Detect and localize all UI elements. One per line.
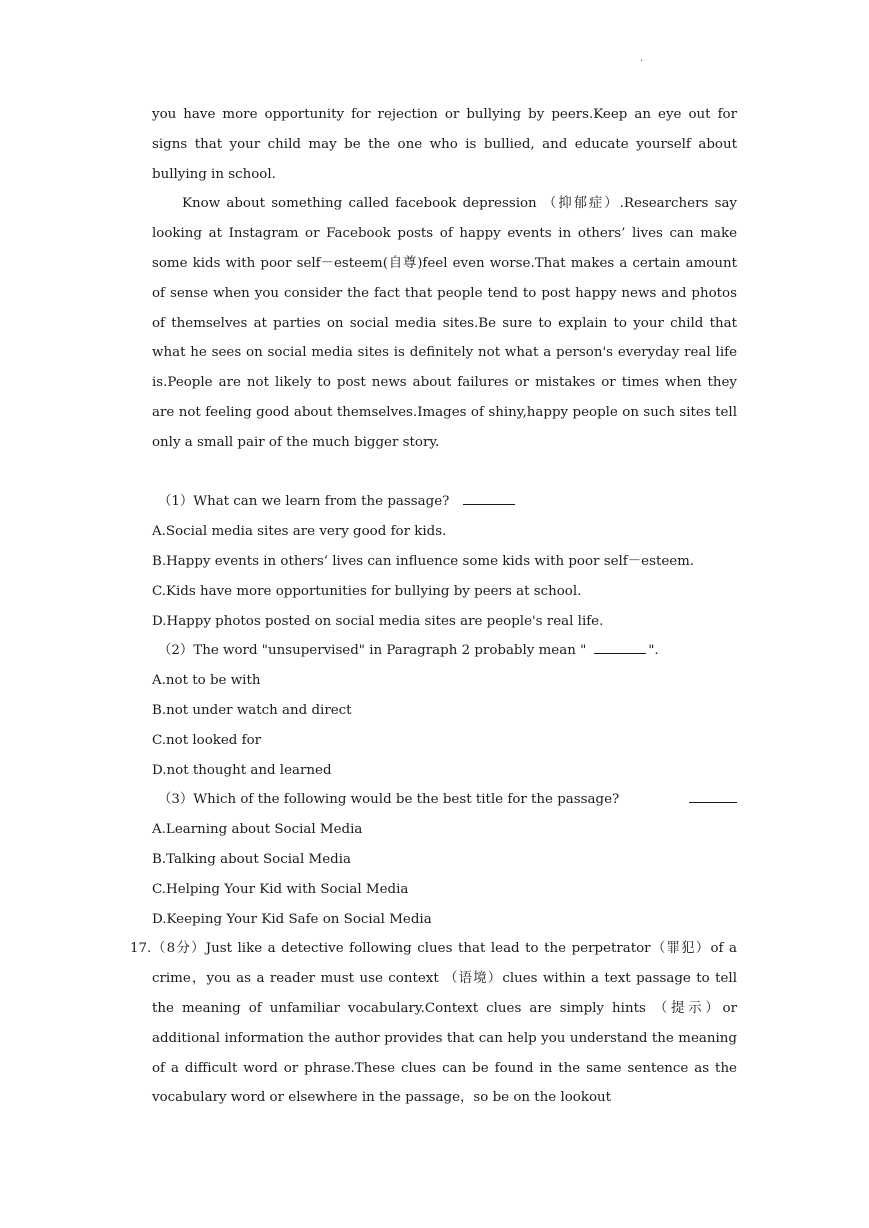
option-b: B.Happy events in others’ lives can influence some kids with poor self－esteem. — [152, 553, 695, 569]
question-3 — [152, 785, 737, 934]
answer-blank[interactable] — [689, 788, 737, 803]
question-1-prompt: （1）What can we learn from the passage? — [158, 494, 450, 510]
question-1 — [152, 487, 737, 636]
answer-blank[interactable] — [463, 490, 515, 505]
question-2-prompt: （2）The word "unsupervised" in Paragraph 2 probably mean " — [158, 643, 587, 659]
question-2-prompt-end: ". — [648, 643, 659, 659]
option-a: A.Social media sites are very good for kids. — [152, 524, 447, 540]
option-b: B.not under watch and direct — [152, 702, 352, 718]
option-d: D.not thought and learned — [152, 762, 332, 778]
question-3-prompt-line — [152, 785, 737, 815]
page-content — [130, 100, 737, 1113]
option-c: C.Helping Your Kid with Social Media — [152, 881, 409, 897]
question-3-prompt: （3）Which of the following would be the best title for the passage? — [158, 792, 620, 808]
item-17-number: 17. — [130, 941, 152, 957]
question-2-prompt-line — [152, 636, 737, 666]
item-17 — [130, 934, 737, 1113]
option-d: D.Keeping Your Kid Safe on Social Media — [152, 911, 432, 927]
option-a: A.Learning about Social Media — [152, 822, 363, 838]
option-c: C.not looked for — [152, 732, 262, 748]
option-a: A.not to be with — [152, 673, 261, 689]
question-2 — [152, 636, 737, 785]
option-b: B.Talking about Social Media — [152, 851, 351, 867]
option-d: D.Happy photos posted on social media sites are people's real life. — [152, 613, 604, 629]
passage-paragraph-facebook: Know about something called facebook depression （抑郁症）.Researchers say looking at Instagram or Facebook posts of happy events in others’ lives can make some kids with poor self－esteem(自尊)feel even worse.That makes a certain amount of sense when you consider the fact that people tend to post happy news and photos of themselves at parties on social media sites.Be sure to explain to your child that what he sees on social media sites is definitely not what a person's everyday real life is.People are not likely to post news about failures or mistakes or times when they are not feeling good about themselves.Images of shiny,happy people on such sites tell only a small pair of the much bigger story. — [152, 196, 737, 450]
spacer — [152, 458, 737, 488]
question-1-prompt-line — [152, 487, 737, 517]
option-c: C.Kids have more opportunities for bullying by peers at school. — [152, 583, 582, 599]
item-17-text: （8分）Just like a detective following clues that lead to the perpetrator（罪犯）of a crime，you as a reader must use context （语境）clues within a text passage to tell the meaning of unfamiliar vocabulary.Context clues are simply hints （提示）or additional information the author provides that can help you understand the meaning of a difficult word or phrase.These clues can be found in the same sentence as the vocabulary word or elsewhere in the passage，so be on the lookout — [152, 941, 737, 1106]
answer-blank[interactable] — [594, 639, 646, 654]
passage-paragraph-continued: you have more opportunity for rejection or bullying by peers.Keep an eye out for signs that your child may be the one who is bullied, and educate yourself about bullying in school. — [152, 107, 737, 182]
header-dot: . — [640, 53, 644, 64]
